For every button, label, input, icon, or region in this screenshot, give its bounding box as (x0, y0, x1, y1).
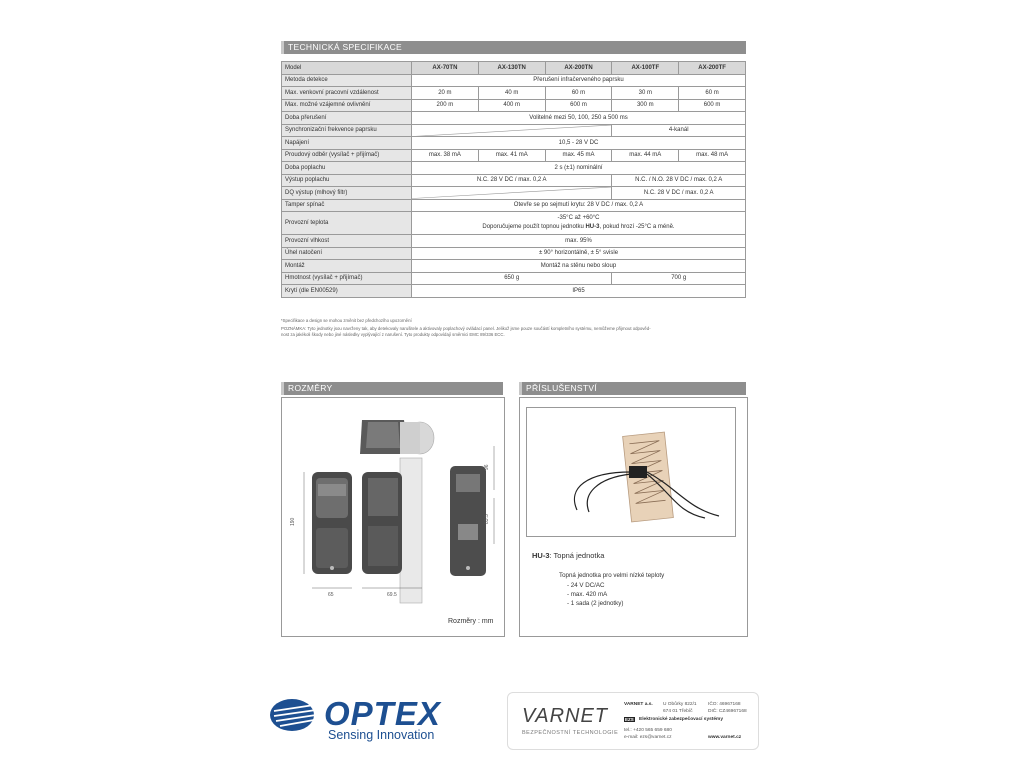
table-row (282, 112, 746, 125)
row-label: Výstup poplachu (282, 174, 412, 187)
varnet-contact-card (507, 692, 759, 750)
table-row (282, 247, 746, 260)
ezs-text: Elektronické zabezpečovací systémy (639, 717, 723, 722)
na-diagonal-cell (412, 124, 612, 137)
row-label: Úhel natočení (282, 247, 412, 260)
row-label: Napájení (282, 137, 412, 150)
optex-tagline: Sensing Innovation (328, 728, 435, 742)
row-label: Proudový odběr (vysílač + přijímač) (282, 149, 412, 162)
accessory-image-frame (526, 407, 736, 537)
dimensions-drawing-box (281, 397, 505, 637)
cell-value: IP65 (412, 285, 746, 298)
cell-value: N.C. / N.O. 28 V DC / max. 0,2 A (612, 174, 746, 187)
cell-value: Montáž na stěnu nebo sloup (412, 260, 746, 273)
table-header-row (282, 62, 746, 75)
note-line: POZNÁMKA: Tyto jednotky jsou navrženy tak, aby detekovaly narušitele a aktivovaly poplachový ovládací panel. Jelikož jsme pouze součástí kompletního systému, nemůžeme přijmout odpověd- (281, 326, 651, 331)
cell-value: max. 44 mA (612, 149, 679, 162)
cell-value: 600 m (545, 99, 612, 112)
accessory-description: Topná jednotka pro velmi nízké teploty (559, 572, 665, 579)
note-line: nost za jakékoli škody nebo jiné následky vyplývající z narušení. Tyto produkty odpovídají směrnici EMC 89/336 ECC. (281, 331, 505, 337)
table-row (282, 174, 746, 187)
table-row (282, 272, 746, 285)
header-cell: AX-200TN (545, 62, 612, 75)
spec-note (281, 326, 746, 337)
spec-section-header (281, 41, 746, 54)
row-label: Max. možné vzájemné ovlivnění (282, 99, 412, 112)
table-row (282, 212, 746, 235)
accessory-spec-item: - 24 V DC/AC (567, 582, 605, 589)
header-cell: AX-100TF (612, 62, 679, 75)
cell-value: Otevře se po sejmutí krytu: 28 V DC / max. 0,2 A (412, 199, 746, 212)
temp-text: , pokud hrozí -25°C a méně. (599, 224, 675, 230)
accessory-box (519, 397, 748, 637)
prislusenstvi-section-header (519, 382, 746, 395)
cell-value: 2 s (±1) nominální (412, 162, 746, 175)
dim-width-front: 65 (328, 592, 334, 598)
table-row (282, 260, 746, 273)
row-label: Metoda detekce (282, 74, 412, 87)
cell-value: 30 m (612, 87, 679, 100)
varnet-company: VARNET a.s. (624, 702, 653, 707)
cell-value: N.C. 28 V DC / max. 0,2 A (612, 187, 746, 200)
rozmery-section-header (281, 382, 503, 395)
row-label: Doba přerušení (282, 112, 412, 125)
accessory-title: : Topná jednotka (549, 551, 605, 560)
table-row (282, 162, 746, 175)
accessory-spec-item: - 1 sada (2 jednotky) (567, 600, 624, 607)
varnet-dic: DIČ: CZ46967168 (708, 709, 747, 714)
heater-unit-image (527, 408, 735, 536)
row-label: Hmotnost (vysílač + přijímač) (282, 272, 412, 285)
cell-value: Přerušení infračerveného paprsku (412, 74, 746, 87)
accessory-name (532, 551, 604, 560)
cell-value: 10,5 - 28 V DC (412, 137, 746, 150)
cell-value: max. 45 mA (545, 149, 612, 162)
table-row (282, 124, 746, 137)
optex-brand: OPTEX (324, 695, 441, 732)
table-row (282, 285, 746, 298)
table-row (282, 99, 746, 112)
na-diagonal-cell (412, 187, 612, 200)
cell-value: 60 m (679, 87, 746, 100)
prislusenstvi-title: PŘÍSLUŠENSTVÍ (526, 383, 597, 393)
varnet-address-2: 674 01 Třebíč (663, 709, 693, 714)
table-row (282, 74, 746, 87)
table-row (282, 149, 746, 162)
cell-value: 650 g (412, 272, 612, 285)
row-label: Montáž (282, 260, 412, 273)
accessory-spec-item: - max. 420 mA (567, 591, 608, 598)
cell-value: 20 m (412, 87, 479, 100)
varnet-email[interactable]: e-mail: ezs@varnet.cz (624, 735, 672, 740)
table-row (282, 235, 746, 248)
header-cell: AX-70TN (412, 62, 479, 75)
row-label: Tamper spínač (282, 199, 412, 212)
row-label: Provozní vlhkost (282, 235, 412, 248)
cell-value (412, 212, 746, 235)
accessory-code: HU-3 (532, 551, 550, 560)
cell-value: max. 95% (412, 235, 746, 248)
cell-value: 700 g (612, 272, 746, 285)
cell-value: max. 48 mA (679, 149, 746, 162)
dim-mount-height: 83.5 (484, 514, 490, 524)
cell-value: Volitelné mezi 50, 100, 250 a 500 ms (412, 112, 746, 125)
ezs-badge: EZS (625, 717, 634, 722)
header-cell: AX-200TF (679, 62, 746, 75)
varnet-phone[interactable]: tel.: +420 565 659 680 (624, 728, 672, 733)
row-label: DQ výstup (mlhový filtr) (282, 187, 412, 200)
row-label: Provozní teplota (282, 212, 412, 235)
optex-swoosh-icon (268, 697, 322, 733)
temp-bold: HU-3 (585, 224, 600, 230)
temp-line-2 (415, 223, 742, 232)
cell-value: 60 m (545, 87, 612, 100)
table-row (282, 87, 746, 100)
dim-depth: 69.5 (387, 592, 397, 598)
cell-value: 600 m (679, 99, 746, 112)
cell-value: max. 38 mA (412, 149, 479, 162)
dimensions-drawing (282, 398, 504, 636)
varnet-address-1: U Obůrky 822/1 (663, 702, 697, 707)
table-row (282, 137, 746, 150)
varnet-website[interactable]: www.varnet.cz (708, 735, 742, 740)
varnet-ico: IČO: 46967168 (708, 702, 741, 707)
cell-value: 300 m (612, 99, 679, 112)
cell-value: 4-kanál (612, 124, 746, 137)
cell-value: 200 m (412, 99, 479, 112)
dim-height: 190 (290, 517, 296, 526)
row-label: Krytí (dle EN00529) (282, 285, 412, 298)
temp-text: Doporučujeme použít topnou jednotku (482, 224, 586, 230)
temp-line-1: -35°C až +60°C (557, 215, 600, 221)
cell-value: ± 90° horizontálně, ± 5° svisle (412, 247, 746, 260)
table-row (282, 187, 746, 200)
spec-footnote: *Specifikace a design se mohou změnit bez předchozího upozornění (281, 318, 412, 323)
cell-value: max. 41 mA (478, 149, 545, 162)
cell-value: N.C. 28 V DC / max. 0,2 A (412, 174, 612, 187)
table-row (282, 199, 746, 212)
spec-table (281, 61, 746, 298)
varnet-subtitle: BEZPEČNOSTNÍ TECHNOLOGIE (522, 730, 619, 736)
rozmery-title: ROZMĚRY (288, 383, 333, 393)
row-label: Doba poplachu (282, 162, 412, 175)
varnet-logo: VARNET (522, 705, 609, 727)
row-label: Max. venkovní pracovní vzdálenost (282, 87, 412, 100)
header-cell: Model (282, 62, 412, 75)
dim-top: 96 (484, 464, 490, 470)
cell-value: 400 m (478, 99, 545, 112)
optex-logo (268, 695, 468, 745)
row-label: Synchronizační frekvence paprsku (282, 124, 412, 137)
spec-title: TECHNICKÁ SPECIFIKACE (288, 42, 402, 52)
cell-value: 40 m (478, 87, 545, 100)
dimensions-caption: Rozměry : mm (448, 618, 494, 625)
header-cell: AX-130TN (478, 62, 545, 75)
